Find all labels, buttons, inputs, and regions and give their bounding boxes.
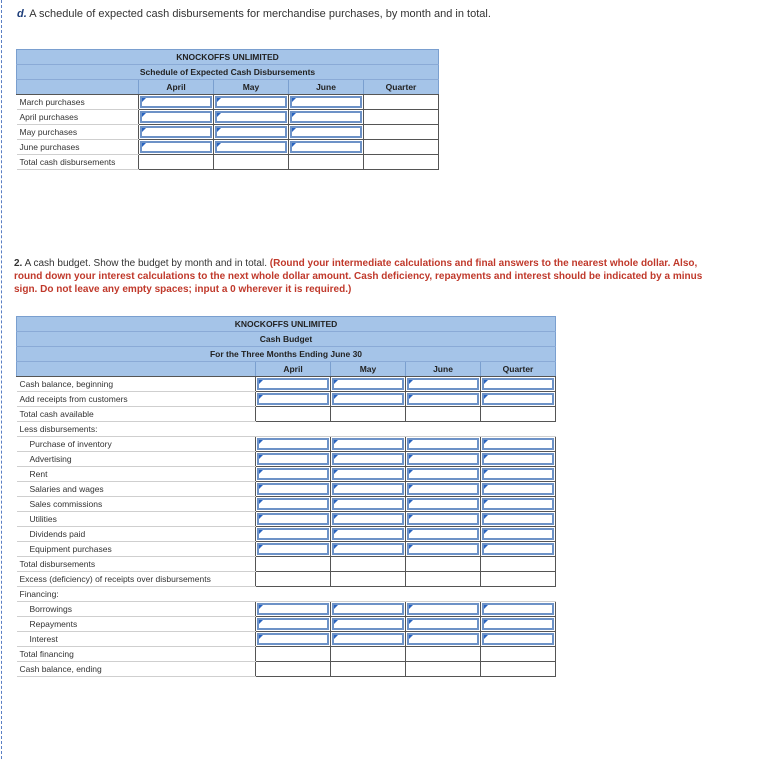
budget-row-repayments xyxy=(17,617,556,632)
question-d-letter: d. xyxy=(17,8,27,20)
budget-input-box[interactable] xyxy=(482,513,554,525)
budget-input-box[interactable] xyxy=(407,393,479,405)
budget-input-box[interactable] xyxy=(332,393,404,405)
budget-input-advertising-may[interactable] xyxy=(331,452,406,467)
budget-row-total-financing xyxy=(17,647,556,662)
budget-input-rent-june[interactable] xyxy=(406,467,481,482)
schedule-value-april-purchases-quarter xyxy=(364,110,439,125)
question-2 xyxy=(14,257,724,296)
budget-input-box[interactable] xyxy=(482,483,554,495)
budget-input-dividends-paid-june[interactable] xyxy=(406,527,481,542)
budget-value-excess-deficiency-of-receipts-over-disbursements-april xyxy=(256,572,331,587)
budget-value-excess-deficiency-of-receipts-over-disbursements-quarter xyxy=(481,572,556,587)
budget-input-box[interactable] xyxy=(257,543,329,555)
schedule-label-june-purchases: June purchases xyxy=(17,140,139,155)
budget-input-add-receipts-from-customers-june[interactable] xyxy=(406,392,481,407)
budget-value-excess-deficiency-of-receipts-over-disbursements-june xyxy=(406,572,481,587)
schedule-input-march-purchases-april[interactable] xyxy=(139,95,214,110)
budget-input-box[interactable] xyxy=(482,378,554,390)
budget-company-row xyxy=(17,317,556,332)
budget-blank-less-disbursements-april xyxy=(256,422,331,437)
budget-input-box[interactable] xyxy=(332,603,404,615)
budget-label-interest: Interest xyxy=(17,632,256,647)
budget-input-interest-april[interactable] xyxy=(256,632,331,647)
budget-input-box[interactable] xyxy=(257,393,329,405)
budget-label-rent: Rent xyxy=(17,467,256,482)
budget-label-less-disbursements: Less disbursements: xyxy=(17,422,256,437)
budget-input-box[interactable] xyxy=(482,468,554,480)
budget-input-rent-april[interactable] xyxy=(256,467,331,482)
budget-col-june: June xyxy=(406,362,481,377)
budget-input-box[interactable] xyxy=(332,378,404,390)
budget-input-box[interactable] xyxy=(332,468,404,480)
schedule-input-box[interactable] xyxy=(215,126,287,138)
budget-row-utilities xyxy=(17,512,556,527)
budget-input-add-receipts-from-customers-april[interactable] xyxy=(256,392,331,407)
budget-label-cash-balance-beginning: Cash balance, beginning xyxy=(17,377,256,392)
budget-input-box[interactable] xyxy=(332,618,404,630)
budget-row-rent xyxy=(17,467,556,482)
schedule-row-june-purchases xyxy=(17,140,439,155)
budget-title: Cash Budget xyxy=(17,332,556,347)
budget-input-box[interactable] xyxy=(257,498,329,510)
budget-input-box[interactable] xyxy=(482,393,554,405)
budget-input-box[interactable] xyxy=(407,483,479,495)
budget-input-repayments-june[interactable] xyxy=(406,617,481,632)
schedule-company-row xyxy=(17,50,439,65)
budget-input-cash-balance-beginning-june[interactable] xyxy=(406,377,481,392)
schedule-blank-header xyxy=(17,80,139,95)
budget-value-total-cash-available-june xyxy=(406,407,481,422)
budget-blank-financing-may xyxy=(331,587,406,602)
schedule-value-march-purchases-quarter xyxy=(364,95,439,110)
schedule-col-june: June xyxy=(289,80,364,95)
schedule-input-june-purchases-june[interactable] xyxy=(289,140,364,155)
budget-input-add-receipts-from-customers-quarter[interactable] xyxy=(481,392,556,407)
schedule-input-june-purchases-may[interactable] xyxy=(214,140,289,155)
schedule-label-march-purchases: March purchases xyxy=(17,95,139,110)
budget-input-box[interactable] xyxy=(482,603,554,615)
schedule-input-box[interactable] xyxy=(140,96,212,108)
question-2-instructions: (Round your intermediate calculations and final answers to the nearest whole dollar. Also, round down your interest calculations to the next whole dollar amount. Cash deficiency, repayments and interest should be indicated by a minus sign. Do not leave any empty spaces; input a 0 wherever it is required.) xyxy=(14,258,703,295)
budget-blank-financing-april xyxy=(256,587,331,602)
cash-budget-table xyxy=(16,316,556,677)
budget-input-equipment-purchases-may[interactable] xyxy=(331,542,406,557)
budget-label-salaries-and-wages: Salaries and wages xyxy=(17,482,256,497)
budget-input-cash-balance-beginning-may[interactable] xyxy=(331,377,406,392)
budget-input-box[interactable] xyxy=(482,498,554,510)
budget-input-box[interactable] xyxy=(332,543,404,555)
budget-input-box[interactable] xyxy=(257,528,329,540)
budget-input-box[interactable] xyxy=(482,543,554,555)
budget-input-box[interactable] xyxy=(257,453,329,465)
budget-value-total-financing-june xyxy=(406,647,481,662)
budget-input-equipment-purchases-june[interactable] xyxy=(406,542,481,557)
budget-label-purchase-of-inventory: Purchase of inventory xyxy=(17,437,256,452)
budget-input-utilities-quarter[interactable] xyxy=(481,512,556,527)
budget-input-purchase-of-inventory-june[interactable] xyxy=(406,437,481,452)
schedule-input-box[interactable] xyxy=(290,141,362,153)
budget-input-sales-commissions-quarter[interactable] xyxy=(481,497,556,512)
schedule-title-row xyxy=(17,65,439,80)
budget-input-borrowings-june[interactable] xyxy=(406,602,481,617)
budget-blank-financing-quarter xyxy=(481,587,556,602)
schedule-col-april: April xyxy=(139,80,214,95)
schedule-row-may-purchases xyxy=(17,125,439,140)
budget-input-box[interactable] xyxy=(407,633,479,645)
budget-input-box[interactable] xyxy=(482,618,554,630)
budget-input-box[interactable] xyxy=(482,453,554,465)
budget-value-total-disbursements-june xyxy=(406,557,481,572)
budget-input-dividends-paid-may[interactable] xyxy=(331,527,406,542)
question-2-text: A cash budget. Show the budget by month and in total. xyxy=(24,258,267,269)
budget-input-dividends-paid-april[interactable] xyxy=(256,527,331,542)
budget-input-box[interactable] xyxy=(332,633,404,645)
budget-blank-less-disbursements-may xyxy=(331,422,406,437)
budget-input-sales-commissions-april[interactable] xyxy=(256,497,331,512)
budget-input-box[interactable] xyxy=(257,633,329,645)
budget-input-dividends-paid-quarter[interactable] xyxy=(481,527,556,542)
budget-input-box[interactable] xyxy=(407,603,479,615)
budget-input-box[interactable] xyxy=(407,438,479,450)
budget-input-equipment-purchases-april[interactable] xyxy=(256,542,331,557)
schedule-row-total-cash-disbursements xyxy=(17,155,439,170)
budget-input-advertising-june[interactable] xyxy=(406,452,481,467)
budget-input-borrowings-quarter[interactable] xyxy=(481,602,556,617)
budget-blank-financing-june xyxy=(406,587,481,602)
budget-label-utilities: Utilities xyxy=(17,512,256,527)
budget-value-cash-balance-ending-april xyxy=(256,662,331,677)
budget-row-purchase-of-inventory xyxy=(17,437,556,452)
budget-value-total-disbursements-quarter xyxy=(481,557,556,572)
budget-input-box[interactable] xyxy=(332,438,404,450)
budget-input-box[interactable] xyxy=(407,498,479,510)
budget-value-total-cash-available-may xyxy=(331,407,406,422)
schedule-input-april-purchases-april[interactable] xyxy=(139,110,214,125)
budget-input-box[interactable] xyxy=(257,603,329,615)
budget-input-box[interactable] xyxy=(407,618,479,630)
budget-input-salaries-and-wages-june[interactable] xyxy=(406,482,481,497)
budget-row-dividends-paid xyxy=(17,527,556,542)
budget-input-interest-may[interactable] xyxy=(331,632,406,647)
budget-input-box[interactable] xyxy=(332,453,404,465)
budget-input-rent-may[interactable] xyxy=(331,467,406,482)
budget-input-utilities-june[interactable] xyxy=(406,512,481,527)
budget-input-utilities-may[interactable] xyxy=(331,512,406,527)
budget-input-advertising-quarter[interactable] xyxy=(481,452,556,467)
budget-input-box[interactable] xyxy=(332,498,404,510)
budget-input-box[interactable] xyxy=(482,528,554,540)
schedule-input-april-purchases-june[interactable] xyxy=(289,110,364,125)
budget-input-repayments-may[interactable] xyxy=(331,617,406,632)
budget-input-utilities-april[interactable] xyxy=(256,512,331,527)
budget-blank-less-disbursements-june xyxy=(406,422,481,437)
budget-label-advertising: Advertising xyxy=(17,452,256,467)
budget-input-interest-june[interactable] xyxy=(406,632,481,647)
budget-value-cash-balance-ending-quarter xyxy=(481,662,556,677)
budget-input-interest-quarter[interactable] xyxy=(481,632,556,647)
schedule-title: Schedule of Expected Cash Disbursements xyxy=(17,65,439,80)
schedule-value-total-cash-disbursements-may xyxy=(214,155,289,170)
budget-input-box[interactable] xyxy=(332,513,404,525)
budget-input-equipment-purchases-quarter[interactable] xyxy=(481,542,556,557)
schedule-input-box[interactable] xyxy=(140,111,212,123)
schedule-value-total-cash-disbursements-quarter xyxy=(364,155,439,170)
budget-row-financing xyxy=(17,587,556,602)
schedule-row-march-purchases xyxy=(17,95,439,110)
budget-input-box[interactable] xyxy=(407,528,479,540)
schedule-input-box[interactable] xyxy=(290,126,362,138)
question-d-text: A schedule of expected cash disbursements for merchandise purchases, by month and in total. xyxy=(29,8,491,20)
budget-col-april: April xyxy=(256,362,331,377)
schedule-input-march-purchases-may[interactable] xyxy=(214,95,289,110)
budget-row-equipment-purchases xyxy=(17,542,556,557)
schedule-input-box[interactable] xyxy=(140,126,212,138)
budget-col-quarter: Quarter xyxy=(481,362,556,377)
schedule-row-april-purchases xyxy=(17,110,439,125)
budget-input-box[interactable] xyxy=(257,513,329,525)
budget-label-sales-commissions: Sales commissions xyxy=(17,497,256,512)
budget-row-cash-balance-ending xyxy=(17,662,556,677)
question-2-number: 2. xyxy=(14,258,23,269)
budget-input-cash-balance-beginning-april[interactable] xyxy=(256,377,331,392)
schedule-input-may-purchases-may[interactable] xyxy=(214,125,289,140)
budget-input-box[interactable] xyxy=(407,513,479,525)
schedule-input-june-purchases-april[interactable] xyxy=(139,140,214,155)
budget-value-total-financing-april xyxy=(256,647,331,662)
budget-label-total-cash-available: Total cash available xyxy=(17,407,256,422)
budget-input-advertising-april[interactable] xyxy=(256,452,331,467)
budget-input-borrowings-may[interactable] xyxy=(331,602,406,617)
budget-row-total-cash-available xyxy=(17,407,556,422)
budget-input-borrowings-april[interactable] xyxy=(256,602,331,617)
budget-label-cash-balance-ending: Cash balance, ending xyxy=(17,662,256,677)
schedule-input-box[interactable] xyxy=(215,96,287,108)
budget-column-header-row xyxy=(17,362,556,377)
schedule-input-box[interactable] xyxy=(290,96,362,108)
budget-input-box[interactable] xyxy=(482,633,554,645)
budget-row-excess-deficiency-of-receipts-over-disbursements xyxy=(17,572,556,587)
budget-input-box[interactable] xyxy=(257,483,329,495)
schedule-input-march-purchases-june[interactable] xyxy=(289,95,364,110)
schedule-label-total-cash-disbursements: Total cash disbursements xyxy=(17,155,139,170)
budget-value-cash-balance-ending-may xyxy=(331,662,406,677)
budget-input-box[interactable] xyxy=(407,543,479,555)
budget-title-row xyxy=(17,332,556,347)
budget-row-salaries-and-wages xyxy=(17,482,556,497)
schedule-input-box[interactable] xyxy=(140,141,212,153)
budget-label-repayments: Repayments xyxy=(17,617,256,632)
budget-value-total-disbursements-april xyxy=(256,557,331,572)
budget-input-purchase-of-inventory-april[interactable] xyxy=(256,437,331,452)
budget-input-sales-commissions-june[interactable] xyxy=(406,497,481,512)
budget-input-sales-commissions-may[interactable] xyxy=(331,497,406,512)
budget-value-total-disbursements-may xyxy=(331,557,406,572)
budget-input-purchase-of-inventory-may[interactable] xyxy=(331,437,406,452)
schedule-input-box[interactable] xyxy=(290,111,362,123)
budget-input-box[interactable] xyxy=(257,468,329,480)
schedule-value-total-cash-disbursements-june xyxy=(289,155,364,170)
budget-input-box[interactable] xyxy=(482,438,554,450)
budget-input-salaries-and-wages-april[interactable] xyxy=(256,482,331,497)
disbursements-schedule-table xyxy=(16,49,439,170)
budget-company: KNOCKOFFS UNLIMITED xyxy=(17,317,556,332)
budget-row-advertising xyxy=(17,452,556,467)
budget-label-add-receipts-from-customers: Add receipts from customers xyxy=(17,392,256,407)
budget-input-rent-quarter[interactable] xyxy=(481,467,556,482)
budget-row-cash-balance-beginning xyxy=(17,377,556,392)
budget-input-box[interactable] xyxy=(332,483,404,495)
schedule-input-may-purchases-june[interactable] xyxy=(289,125,364,140)
schedule-column-header-row xyxy=(17,80,439,95)
schedule-label-may-purchases: May purchases xyxy=(17,125,139,140)
budget-input-box[interactable] xyxy=(257,438,329,450)
budget-col-may: May xyxy=(331,362,406,377)
budget-input-box[interactable] xyxy=(407,453,479,465)
budget-blank-header xyxy=(17,362,256,377)
schedule-col-may: May xyxy=(214,80,289,95)
schedule-input-box[interactable] xyxy=(215,141,287,153)
budget-input-repayments-quarter[interactable] xyxy=(481,617,556,632)
budget-label-excess-deficiency-of-receipts-over-disbursements: Excess (deficiency) of receipts over disbursements xyxy=(17,572,256,587)
budget-input-purchase-of-inventory-quarter[interactable] xyxy=(481,437,556,452)
schedule-value-june-purchases-quarter xyxy=(364,140,439,155)
budget-input-cash-balance-beginning-quarter[interactable] xyxy=(481,377,556,392)
page-left-border xyxy=(1,0,2,759)
budget-label-borrowings: Borrowings xyxy=(17,602,256,617)
budget-row-sales-commissions xyxy=(17,497,556,512)
schedule-label-april-purchases: April purchases xyxy=(17,110,139,125)
budget-input-salaries-and-wages-may[interactable] xyxy=(331,482,406,497)
budget-input-repayments-april[interactable] xyxy=(256,617,331,632)
budget-period: For the Three Months Ending June 30 xyxy=(17,347,556,362)
budget-period-row xyxy=(17,347,556,362)
budget-input-box[interactable] xyxy=(257,378,329,390)
budget-input-box[interactable] xyxy=(407,468,479,480)
schedule-col-quarter: Quarter xyxy=(364,80,439,95)
budget-input-box[interactable] xyxy=(407,378,479,390)
schedule-value-total-cash-disbursements-april xyxy=(139,155,214,170)
question-d xyxy=(17,8,491,20)
schedule-company: KNOCKOFFS UNLIMITED xyxy=(17,50,439,65)
budget-input-salaries-and-wages-quarter[interactable] xyxy=(481,482,556,497)
budget-label-total-financing: Total financing xyxy=(17,647,256,662)
budget-input-box[interactable] xyxy=(332,528,404,540)
schedule-input-april-purchases-may[interactable] xyxy=(214,110,289,125)
budget-blank-less-disbursements-quarter xyxy=(481,422,556,437)
schedule-input-box[interactable] xyxy=(215,111,287,123)
budget-value-cash-balance-ending-june xyxy=(406,662,481,677)
budget-value-total-cash-available-april xyxy=(256,407,331,422)
budget-label-total-disbursements: Total disbursements xyxy=(17,557,256,572)
budget-row-less-disbursements xyxy=(17,422,556,437)
budget-label-dividends-paid: Dividends paid xyxy=(17,527,256,542)
budget-row-interest xyxy=(17,632,556,647)
budget-row-total-disbursements xyxy=(17,557,556,572)
budget-value-total-financing-quarter xyxy=(481,647,556,662)
budget-label-financing: Financing: xyxy=(17,587,256,602)
schedule-input-may-purchases-april[interactable] xyxy=(139,125,214,140)
budget-row-add-receipts-from-customers xyxy=(17,392,556,407)
schedule-value-may-purchases-quarter xyxy=(364,125,439,140)
budget-value-total-financing-may xyxy=(331,647,406,662)
budget-value-total-cash-available-quarter xyxy=(481,407,556,422)
budget-label-equipment-purchases: Equipment purchases xyxy=(17,542,256,557)
budget-row-borrowings xyxy=(17,602,556,617)
budget-input-box[interactable] xyxy=(257,618,329,630)
budget-input-add-receipts-from-customers-may[interactable] xyxy=(331,392,406,407)
budget-value-excess-deficiency-of-receipts-over-disbursements-may xyxy=(331,572,406,587)
